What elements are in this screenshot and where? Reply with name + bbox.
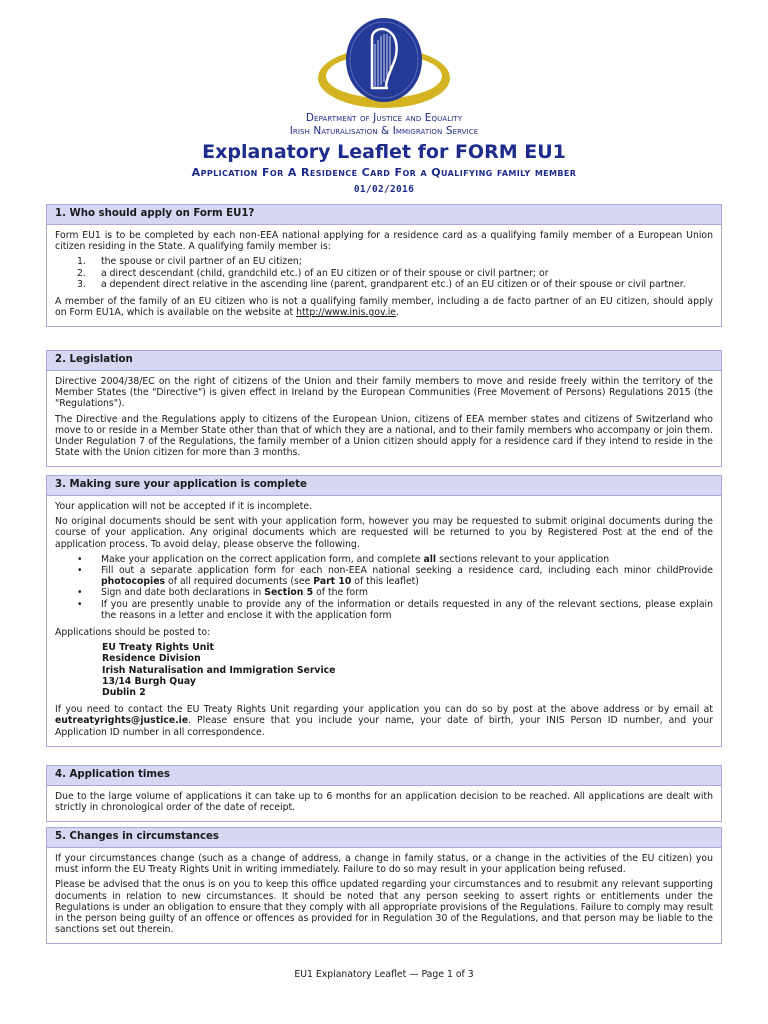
bullet-icon: •	[77, 587, 83, 599]
list-text: a direct descendant (child, grandchild etc.) of an EU citizen or of their spouse or civil partner; or	[101, 267, 549, 279]
list-text: a dependent direct relative in the ascending line (parent, grandparent etc.) of an EU citizen or of their spouse or civil partner.	[101, 278, 686, 290]
address-line: Dublin 2	[102, 687, 146, 699]
paragraph: Applications should be posted to:	[55, 627, 211, 639]
section-body	[47, 786, 721, 821]
checklist	[55, 554, 713, 621]
text: all	[423, 553, 437, 565]
section-heading: 3. Making sure your application is complete	[47, 476, 721, 496]
bullet-icon: •	[77, 553, 83, 565]
text: . Please ensure that you include your name, your date of birth, your INIS Person ID number, and your Application ID number in all correspondence.	[55, 715, 713, 738]
inis-website-link[interactable]: http://www.inis.gov.ie	[296, 307, 397, 319]
postal-address	[55, 642, 713, 698]
section-heading: 2. Legislation	[47, 351, 721, 371]
paragraph: Your application will not be accepted if it is incomplete.	[55, 501, 313, 512]
text: Make your application on the correct application form, and complete	[101, 553, 424, 565]
paragraph: Directive 2004/38/EC on the right of citizens of the Union and their family members to move and reside freely within the territory of the Member States (the "Directive") is given effect in Ireland by the European Communities (Free Movement of Persons) Regulations 2015 (the "Regulations").	[55, 376, 713, 410]
text: If you need to contact the EU Treaty Rights Unit regarding your application you can do so by post at the above address or by email at	[55, 704, 713, 716]
section-heading: 5. Changes in circumstances	[47, 828, 721, 848]
paragraph: Form EU1 is to be completed by each non-EEA national applying for a residence card as a qualifying family member of a European Union citizen residing in the State. A qualifying family member is:	[55, 230, 713, 253]
text: Section 5	[264, 587, 314, 599]
text: Sign and date both declarations in	[101, 587, 265, 599]
list-item	[55, 279, 713, 290]
page-footer: EU1 Explanatory Leaflet — Page 1 of 3	[294, 969, 474, 980]
list-text: the spouse or civil partner of an EU citizen;	[101, 256, 302, 268]
text: photocopies	[101, 576, 166, 588]
service-name	[0, 125, 768, 138]
paragraph: If your circumstances change (such as a change of address, a change in family status, or a change in the activities of the EU citizen) you must inform the EU Treaty Rights Unit in writing immediately. Failure to do so may result in your application being refused.	[55, 853, 713, 876]
paragraph: The Directive and the Regulations apply to citizens of the European Union, citizens of EEA member states and citizens of Switzerland who move to or reside in a Member State other than that of which they are a national, and to their family members who accompany or join them. Under Regulation 7 of the Regulations, the family member of a Union citizen should apply for a residence card if they intend to reside in the State with the Union citizen for more than 3 months.	[55, 413, 713, 459]
section-who-should-apply	[46, 204, 722, 327]
list-number: 3.	[77, 278, 86, 290]
address-line: EU Treaty Rights Unit	[102, 642, 214, 654]
bullet-icon: •	[77, 598, 83, 610]
department-line-2: Irish Naturalisation & Immigration Service	[289, 125, 479, 137]
paragraph: Due to the large volume of applications it can take up to 6 months for an application decision to be reached. All applications are dealt with strictly in chronological order of the date of receipt.	[55, 791, 713, 814]
harp-crest-icon	[312, 16, 456, 112]
list-item	[55, 554, 713, 565]
address-line: Irish Naturalisation and Immigration Service	[102, 664, 336, 676]
list-item	[55, 599, 713, 621]
bullet-icon: •	[77, 565, 83, 577]
address-line: Residence Division	[102, 653, 201, 665]
section-heading: 4. Application times	[47, 766, 721, 786]
text: Part 10	[313, 576, 352, 588]
page-title: Explanatory Leaflet for FORM EU1	[202, 141, 566, 163]
address-line: 13/14 Burgh Quay	[102, 675, 196, 687]
text: Fill out a separate application form for each non-EEA national seeking a residence card, including each minor childProvide	[101, 565, 713, 577]
section-application-times	[46, 765, 722, 822]
section-body	[47, 371, 721, 466]
department-line-1: Department of Justice and Equality	[305, 112, 463, 124]
paragraph: Please be advised that the onus is on you to keep this office updated regarding your circumstances and to resubmit any relevant supporting documents in relation to new circumstances. It should be noted that any person seeking to assert rights or entitlements under the Regulations is under an obligation to ensure that they comply with all appropriate provisions of the Regulations. Failure to comply may result in the person being guilty of an offence or offences as provided for in Regulation 30 of the Regulations, and that person may be liable to the sanctions set out therein.	[55, 879, 713, 936]
section-body	[47, 848, 721, 943]
text: of all required documents (see	[165, 576, 314, 588]
list-item	[55, 256, 713, 267]
email-link[interactable]: eutreatyrights@justice.ie	[55, 715, 189, 727]
page-subtitle: Application For A Residence Card For a Qualifying family member	[191, 166, 577, 179]
text: sections relevant to your application	[436, 553, 610, 565]
list-item	[55, 268, 713, 279]
text: of the form	[313, 587, 368, 599]
section-body	[47, 496, 721, 746]
text: A member of the family of an EU citizen who is not a qualifying family member, including a de facto partner of an EU citizen, should apply on Form EU1A, which is available on the website at	[55, 296, 713, 319]
section-application-complete	[46, 475, 722, 747]
section-heading: 1. Who should apply on Form EU1?	[47, 205, 721, 225]
list-number: 2.	[77, 267, 86, 279]
section-changes-in-circumstances	[46, 827, 722, 944]
list-item	[55, 565, 713, 587]
text: .	[396, 307, 399, 319]
paragraph	[55, 296, 713, 318]
section-legislation	[46, 350, 722, 467]
qualifying-member-list	[55, 256, 713, 290]
list-item	[55, 587, 713, 598]
department-name	[0, 112, 768, 125]
text: If you are presently unable to provide any of the information or details requested in any of the relevant sections, please explain the reasons in a letter and enclose it with the application form	[101, 598, 713, 621]
paragraph	[55, 704, 713, 738]
section-body	[47, 225, 721, 326]
list-number: 1.	[77, 256, 86, 268]
text: of this leaflet)	[351, 576, 419, 588]
document-date: 01/02/2016	[353, 184, 415, 195]
paragraph: No original documents should be sent with your application form, however you may be requested to submit original documents during the course of your application. Any original documents which are requested will be returned to you by Registered Post at the end of the application process. To avoid delay, please observe the following.	[55, 516, 713, 550]
